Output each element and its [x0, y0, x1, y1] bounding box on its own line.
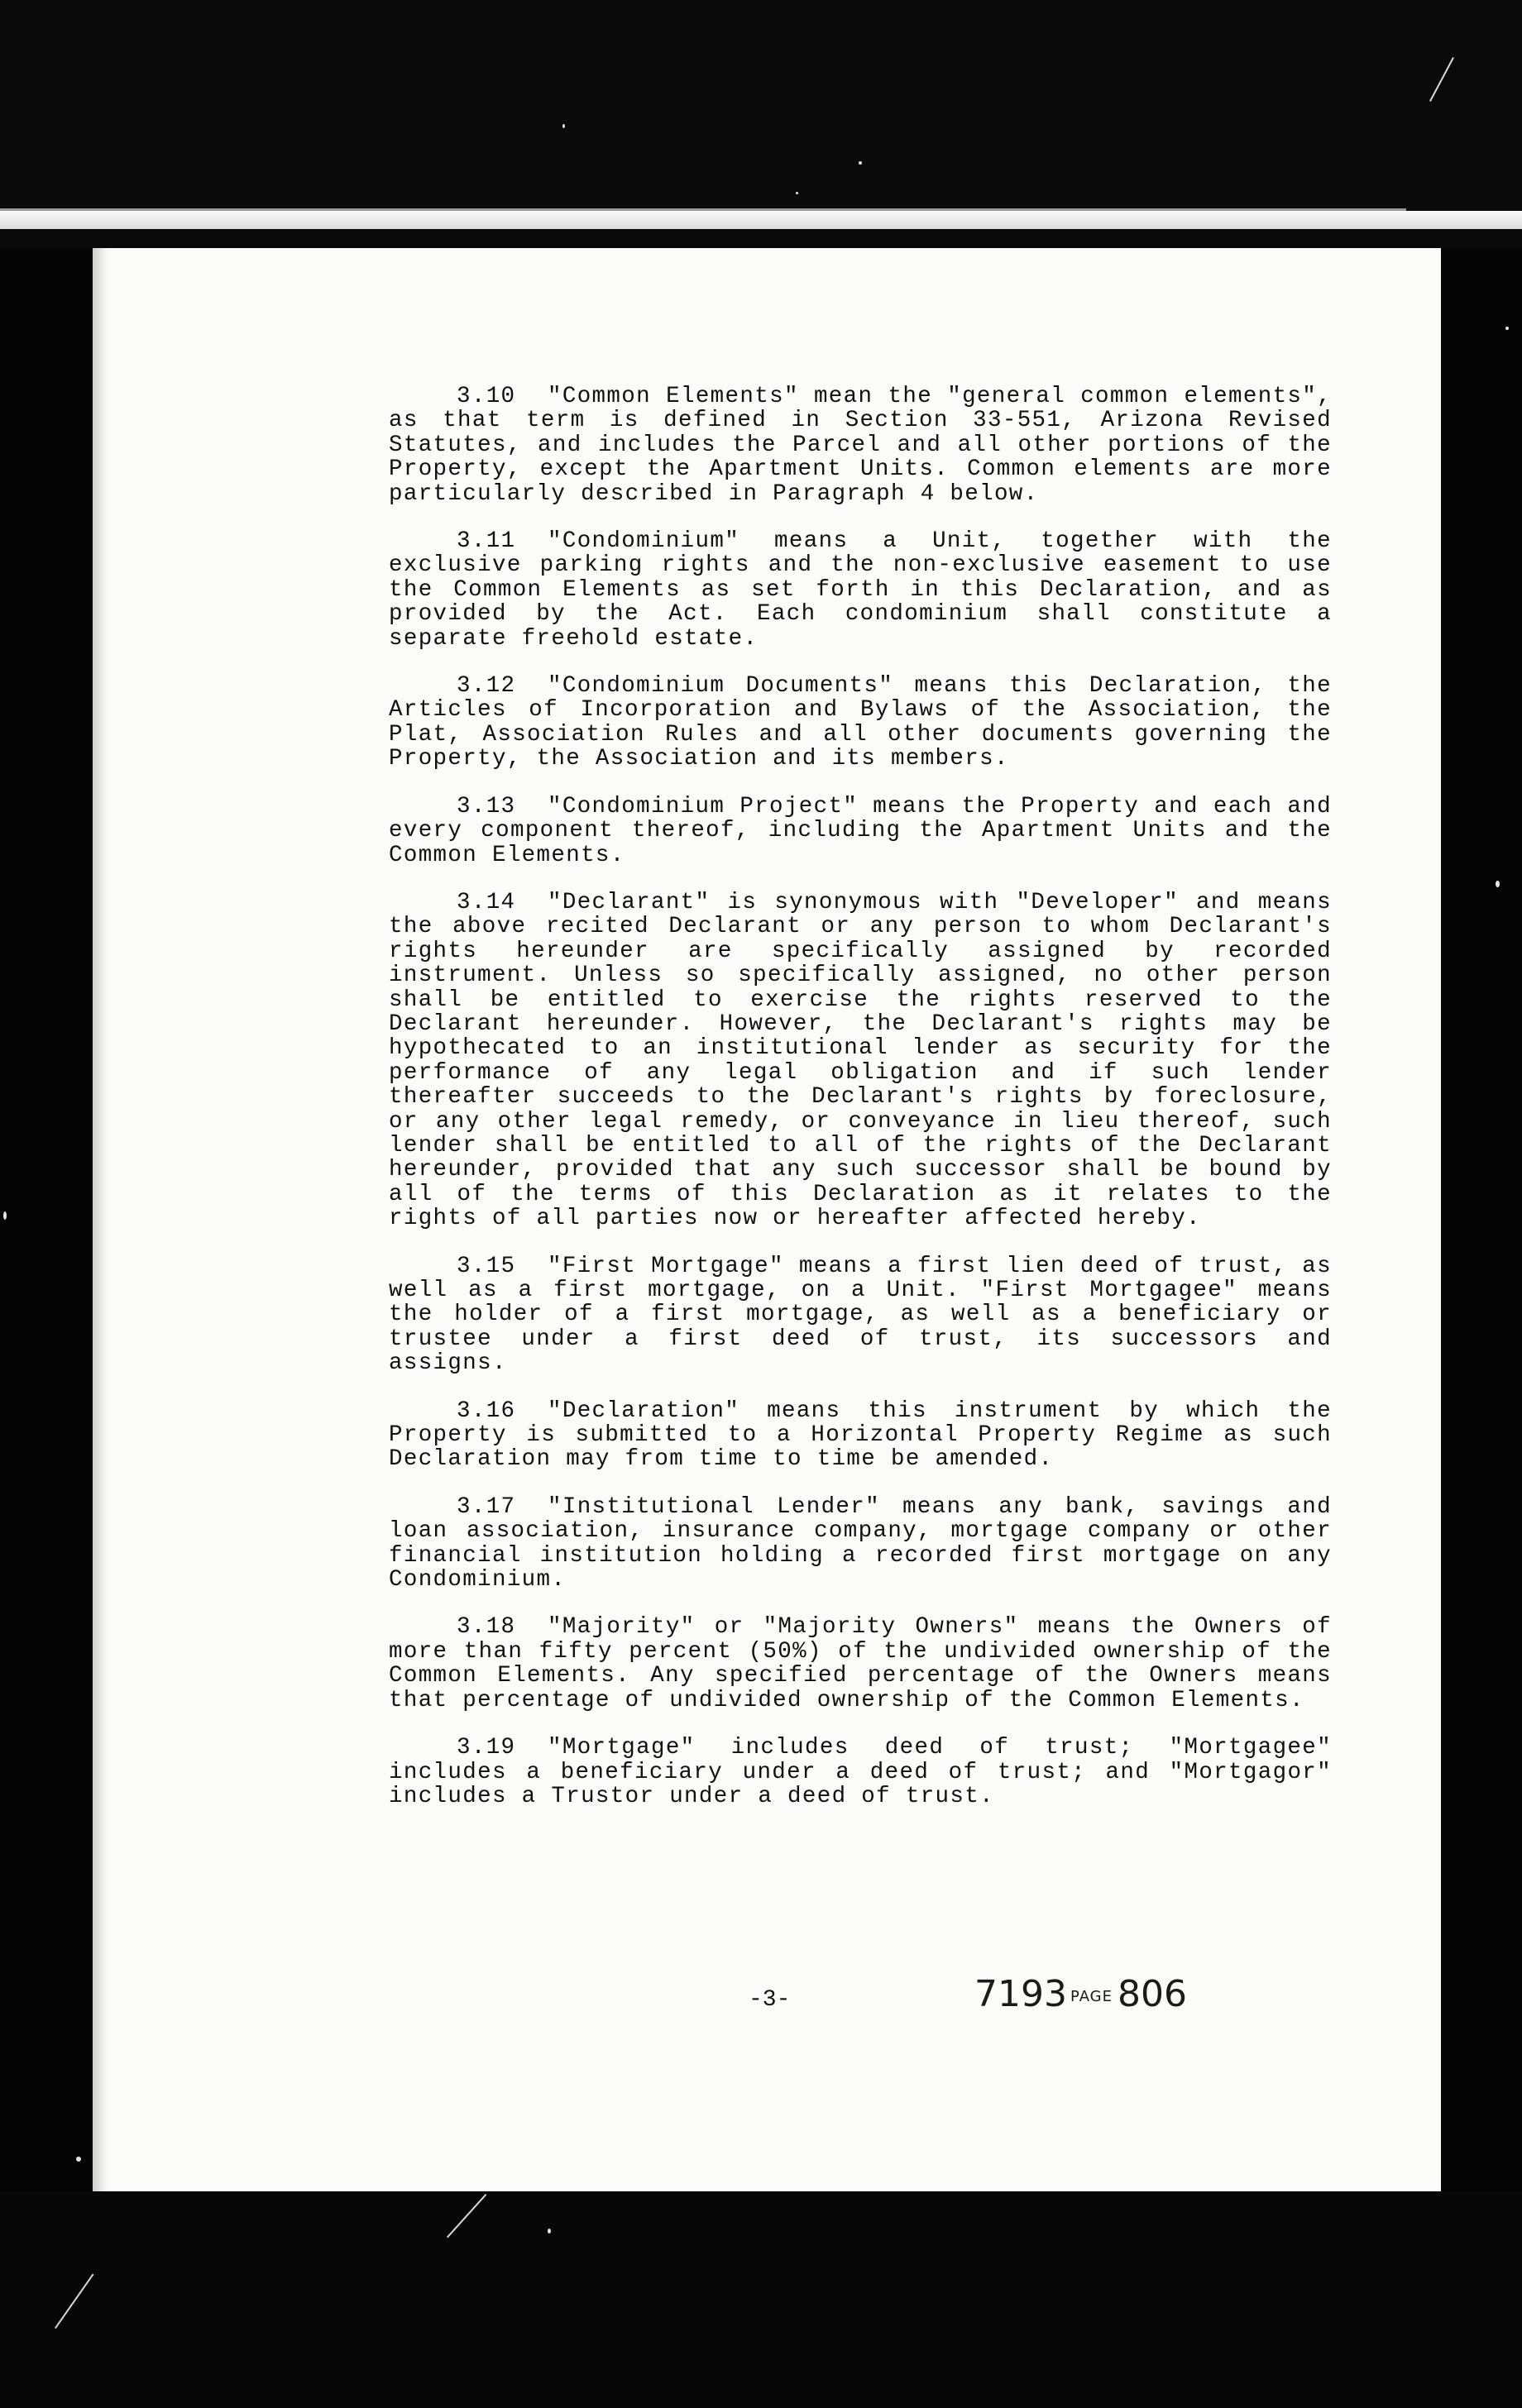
clause-3-16: [389, 1399, 1332, 1472]
clause-number: 3.16: [457, 1398, 516, 1424]
clause-3-14: [389, 891, 1332, 1231]
clause-number: 3.15: [457, 1253, 516, 1279]
scan-speck: [76, 2157, 81, 2162]
clause-text: "Declaration" means this instrument by which the Property is submitted to a Horizontal Property Regime as such Declaration may from time to time be amended.: [389, 1398, 1332, 1473]
scan-band: [0, 211, 1522, 229]
clause-number: 3.10: [457, 384, 516, 409]
clause-text: "Mortgage" includes deed of trust; "Mortgagee" includes a beneficiary under a deed of trust; and "Mortgagor" includes a Trustor under a deed of trust.: [389, 1735, 1332, 1809]
clause-number: 3.11: [457, 528, 516, 555]
clause-number: 3.14: [457, 889, 516, 915]
document-body: [389, 385, 1332, 1832]
clause-text: "Common Elements" mean the "general common elements", as that term is defined in Section 33-551, Arizona Revised Statutes, and includes the Parcel and all other portions of the Property, except the Apartment Units. Common elements are more particularly described in Paragraph 4 below.: [389, 384, 1332, 507]
clause-text: "Declarant" is synonymous with "Developer" and means the above recited Declarant or any person to whom Declarant's rights hereunder are specifically assigned by recorded instrument. Unless so specifically assigned, no other person shall be entitled to exercise the rights reserved to the Declarant hereunder. However, the Declarant's rights may be hypothecated to an institutional lender as security for the performance of any legal obligation and if such lender thereafter succeeds to the Declarant's rights by foreclosure, or any other legal remedy, or conveyance in lieu thereof, such lender shall be entitled to all of the rights of the Declarant hereunder, provided that any such successor shall be bound by all of the terms of this Declaration as it relates to the rights of all parties now or hereafter affected hereby.: [389, 889, 1332, 1232]
scan-speck: [562, 124, 565, 128]
clause-text: "Condominium" means a Unit, together with the exclusive parking rights and the non-exclusive easement to use the Common Elements as set forth in this Declaration, and as provided by the Act. Each condominium shall constitute a separate freehold estate.: [389, 528, 1332, 652]
clause-text: "First Mortgage" means a first lien deed of trust, as well as a first mortgage, on a Unit. "First Mortgagee" means the holder of a first mortgage, as well as a beneficiary or trustee under a first deed of trust, its successors and assigns.: [389, 1253, 1332, 1377]
scan-speck: [796, 192, 798, 194]
scan-speck: [548, 2229, 551, 2234]
clause-number: 3.12: [457, 673, 516, 700]
clause-number: 3.13: [457, 793, 516, 819]
scan-bottom-border: [0, 2191, 1522, 2408]
scan-speck: [3, 1211, 7, 1220]
clause-3-19: [389, 1736, 1332, 1808]
clause-text: "Condominium Documents" means this Declaration, the Articles of Incorporation and Bylaws of the Association, the Plat, Association Rules and all other documents governing the Property, the Association and its members.: [389, 673, 1332, 772]
clause-text: "Institutional Lender" means any bank, savings and loan association, insurance company, mortgage company or other financial institution holding a recorded first mortgage on any Condominium.: [389, 1493, 1332, 1593]
clause-3-11: [389, 529, 1332, 651]
page-number: -3-: [749, 1987, 791, 2013]
clause-number: 3.18: [457, 1614, 516, 1641]
recording-stamp: [974, 1973, 1187, 2015]
recording-page-word: PAGE: [1070, 1988, 1113, 2005]
scan-speck: [1496, 881, 1500, 887]
clause-3-10: [389, 385, 1332, 506]
clause-3-13: [389, 795, 1332, 867]
clause-number: 3.19: [457, 1735, 516, 1761]
clause-3-12: [389, 674, 1332, 772]
clause-3-18: [389, 1615, 1332, 1713]
clause-3-17: [389, 1495, 1332, 1593]
clause-text: "Condominium Project" means the Property and each and every component thereof, including the Apartment Units and the Common Elements.: [389, 793, 1332, 868]
clause-number: 3.17: [457, 1493, 516, 1520]
recording-docket: 7193: [974, 1973, 1067, 2015]
clause-3-15: [389, 1254, 1332, 1376]
recording-page: 806: [1118, 1973, 1187, 2015]
scan-speck: [859, 161, 862, 165]
clause-text: "Majority" or "Majority Owners" means the Owners of more than fifty percent (50%) of the undivided ownership of the Common Elements. Any specified percentage of the Owners means that percentage of undivided ownership of the Common Elements.: [389, 1614, 1332, 1713]
scan-speck: [1505, 327, 1509, 330]
page-shadow: [93, 248, 108, 2191]
